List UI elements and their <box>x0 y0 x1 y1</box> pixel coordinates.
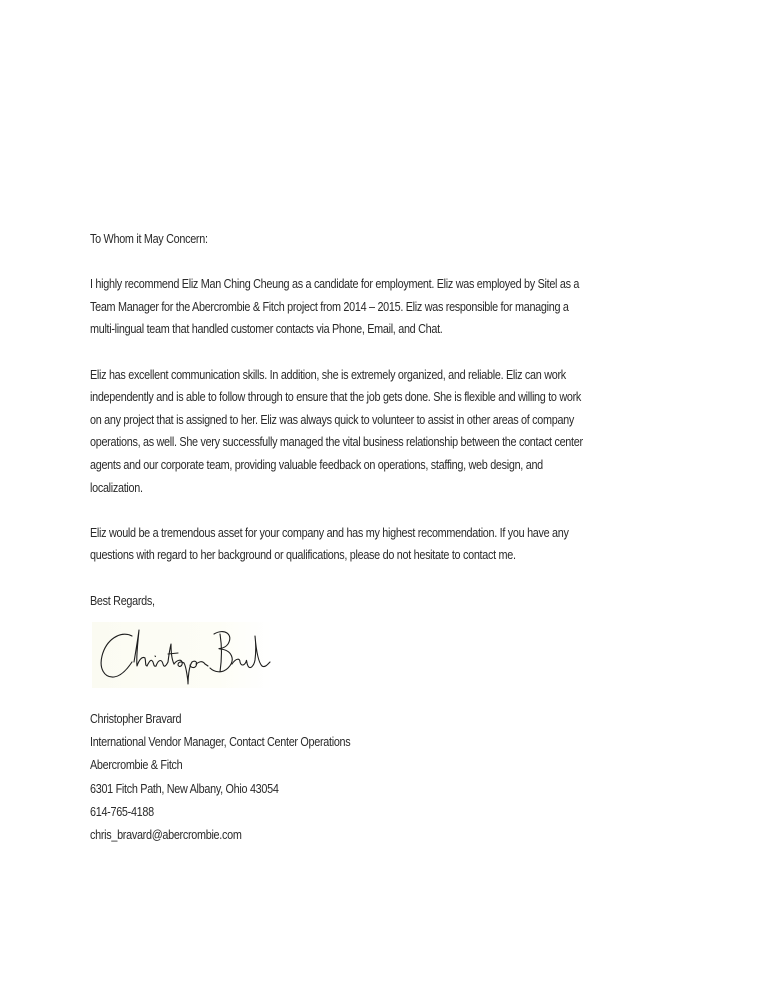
paragraph-3-line-2: questions with regard to her background or qualifications, please do not hesitate to contact me. <box>90 548 516 563</box>
paragraph-2-line-4: operations, as well. She very successfully managed the vital business relationship between the contact center <box>90 435 583 450</box>
salutation: To Whom it May Concern: <box>90 232 208 246</box>
paragraph-1-line-3: multi-lingual team that handled customer contacts via Phone, Email, and Chat. <box>90 322 443 337</box>
signature-block <box>90 708 683 847</box>
signer-phone: 614-765-4188 <box>90 804 154 819</box>
closing: Best Regards, <box>90 593 155 608</box>
signature-image <box>92 622 272 688</box>
signer-address: 6301 Fitch Path, New Albany, Ohio 43054 <box>90 781 279 796</box>
paragraph-2-line-2: independently and is able to follow through to ensure that the job gets done. She is flexible and willing to work <box>90 390 582 405</box>
paragraph-2-line-1: Eliz has excellent communication skills. In addition, she is extremely organized, and reliable. Eliz can work <box>90 367 566 382</box>
signer-title: International Vendor Manager, Contact Center Operations <box>90 735 351 750</box>
handwritten-signature <box>92 622 272 688</box>
paragraph-2-line-5: agents and our corporate team, providing valuable feedback on operations, staffing, web design, and <box>90 457 543 472</box>
letter-body <box>90 228 683 612</box>
paragraph-1-line-2: Team Manager for the Abercrombie & Fitch project from 2014 – 2015. Eliz was responsible for managing a <box>90 299 569 314</box>
signer-email: chris_bravard@abercrombie.com <box>90 828 242 843</box>
paragraph-2-line-6: localization. <box>90 480 143 495</box>
paragraph-3-line-1: Eliz would be a tremendous asset for your company and has my highest recommendation. If you have any <box>90 525 569 540</box>
paragraph-1-line-1: I highly recommend Eliz Man Ching Cheung as a candidate for employment. Eliz was employed by Sitel as a <box>90 277 580 292</box>
paragraph-2-line-3: on any project that is assigned to her. Eliz was always quick to volunteer to assist in other areas of company <box>90 412 575 427</box>
signer-company: Abercrombie & Fitch <box>90 758 183 773</box>
signer-name: Christopher Bravard <box>90 712 182 726</box>
